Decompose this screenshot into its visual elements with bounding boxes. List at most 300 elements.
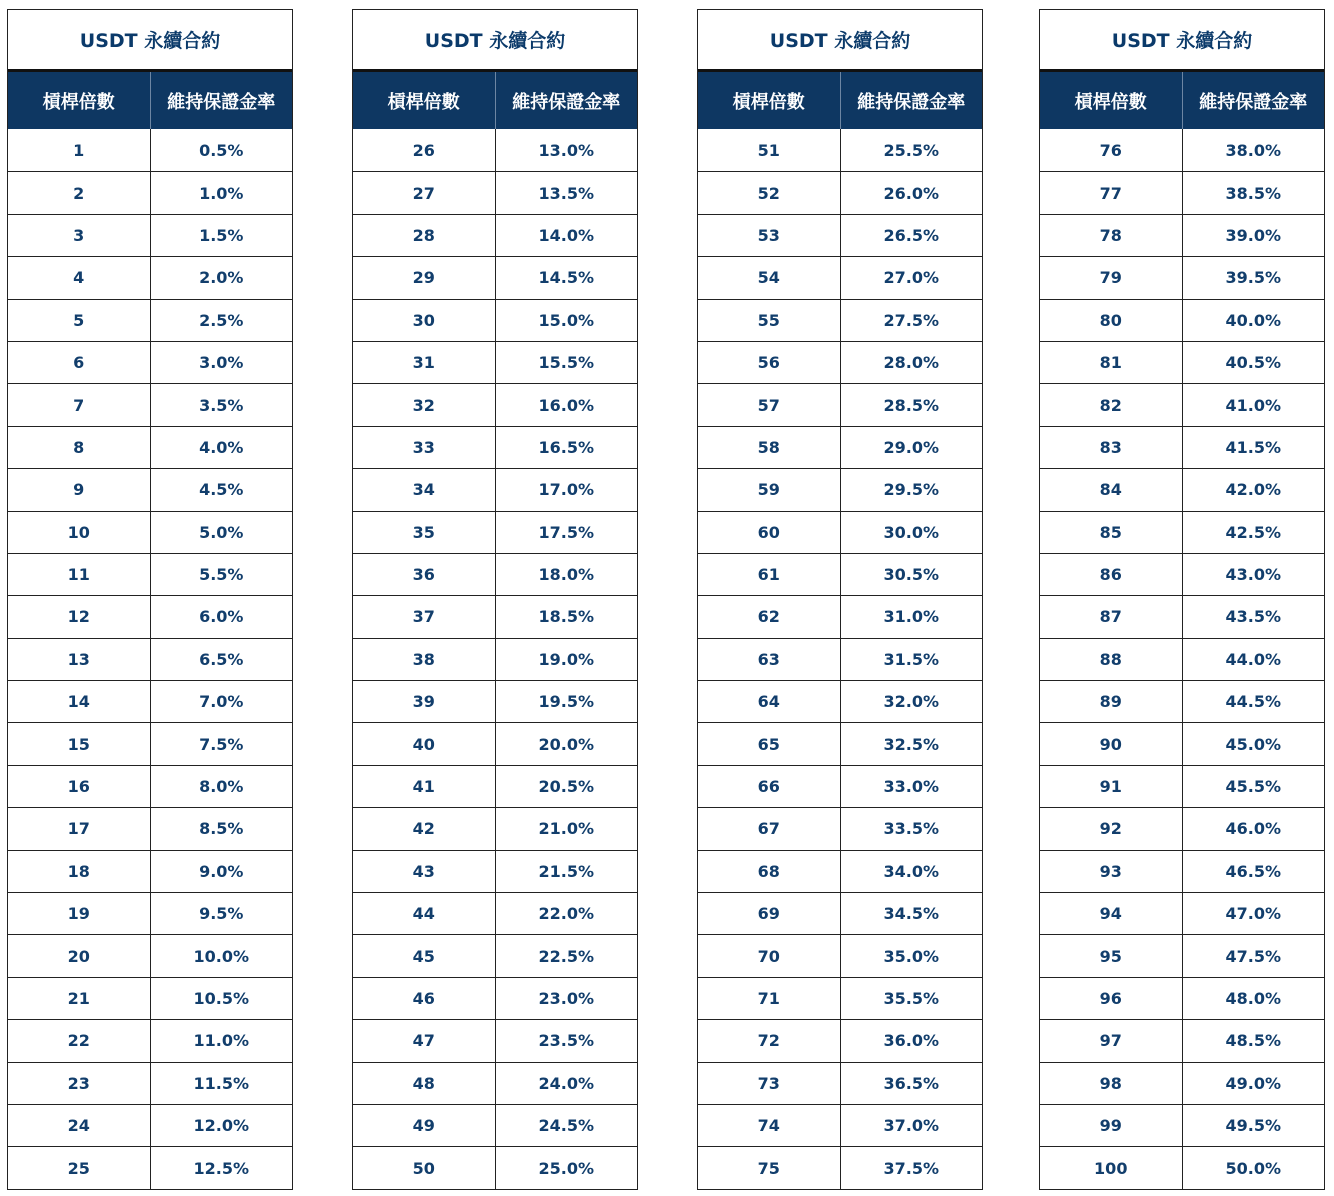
table-row [8, 1019, 292, 1061]
margin-rate-cell: 21.5% [538, 861, 594, 881]
table-row [353, 1019, 637, 1061]
table-row [353, 426, 637, 468]
leverage-cell: 21 [8, 978, 151, 1019]
table-row [698, 680, 982, 722]
margin-rate-cell: 4.0% [199, 437, 244, 457]
table-row [1040, 765, 1324, 807]
leverage-cell: 63 [698, 639, 841, 680]
table-row [353, 1146, 637, 1188]
margin-rate-cell: 48.5% [1225, 1031, 1281, 1051]
margin-rate-cell: 33.0% [883, 777, 939, 797]
table-row [1040, 256, 1324, 298]
margin-rate-cell: 44.5% [1225, 692, 1281, 712]
leverage-column-header: 槓桿倍數 [8, 72, 151, 129]
table-row [698, 129, 982, 171]
table-row [8, 892, 292, 934]
table-row [353, 383, 637, 425]
leverage-cell: 93 [1040, 851, 1183, 892]
margin-rate-cell: 16.5% [538, 437, 594, 457]
margin-rate-cell: 36.5% [883, 1073, 939, 1093]
table-row [8, 214, 292, 256]
table-row [698, 1019, 982, 1061]
leverage-cell: 73 [698, 1063, 841, 1104]
table-row [698, 977, 982, 1019]
margin-rate-cell: 17.0% [538, 480, 594, 500]
leverage-cell: 52 [698, 172, 841, 213]
margin-rate-cell: 34.0% [883, 861, 939, 881]
leverage-cell: 31 [353, 342, 496, 383]
table-row [1040, 341, 1324, 383]
table-row [353, 468, 637, 510]
leverage-cell: 43 [353, 851, 496, 892]
table-body [8, 129, 292, 1189]
margin-rate-column-header: 維持保證金率 [167, 91, 276, 113]
leverage-cell: 67 [698, 808, 841, 849]
table-title: USDT 永續合約 [8, 10, 292, 72]
margin-rate-cell: 43.5% [1225, 607, 1281, 627]
leverage-cell: 27 [353, 172, 496, 213]
leverage-cell: 78 [1040, 215, 1183, 256]
table-row [1040, 722, 1324, 764]
leverage-cell: 25 [8, 1147, 151, 1188]
table-body [353, 129, 637, 1189]
leverage-cell: 51 [698, 129, 841, 171]
leverage-cell: 88 [1040, 639, 1183, 680]
margin-rate-cell: 37.0% [883, 1116, 939, 1136]
margin-rate-cell: 0.5% [199, 140, 244, 160]
leverage-cell: 3 [8, 215, 151, 256]
leverage-cell: 34 [353, 469, 496, 510]
leverage-cell: 45 [353, 935, 496, 976]
leverage-cell: 49 [353, 1105, 496, 1146]
leverage-cell: 37 [353, 596, 496, 637]
margin-rate-cell: 23.5% [538, 1031, 594, 1051]
leverage-cell: 41 [353, 766, 496, 807]
margin-rate-column-header: 維持保證金率 [512, 91, 621, 113]
margin-rate-cell: 24.5% [538, 1116, 594, 1136]
table-row [698, 299, 982, 341]
table-row [8, 765, 292, 807]
margin-rate-cell: 48.0% [1225, 989, 1281, 1008]
margin-rate-cell: 36.0% [883, 1031, 939, 1051]
margin-table-1 [7, 9, 293, 1190]
leverage-cell: 50 [353, 1147, 496, 1188]
leverage-cell: 84 [1040, 469, 1183, 510]
leverage-cell: 59 [698, 469, 841, 510]
leverage-cell: 92 [1040, 808, 1183, 849]
leverage-cell: 20 [8, 935, 151, 976]
table-title: USDT 永續合約 [698, 10, 982, 72]
table-row [8, 553, 292, 595]
table-row [8, 426, 292, 468]
table-row [698, 171, 982, 213]
margin-table-3 [697, 9, 983, 1190]
margin-rate-cell: 46.5% [1225, 861, 1281, 881]
margin-rate-cell: 32.0% [883, 692, 939, 712]
table-row [353, 341, 637, 383]
leverage-cell: 100 [1040, 1147, 1183, 1188]
table-row [698, 595, 982, 637]
margin-rate-cell: 18.5% [538, 607, 594, 627]
margin-rate-cell: 10.5% [193, 989, 249, 1008]
table-row [353, 680, 637, 722]
table-row [698, 892, 982, 934]
margin-rate-cell: 46.0% [1225, 819, 1281, 839]
table-row [698, 807, 982, 849]
table-row [8, 595, 292, 637]
leverage-cell: 55 [698, 300, 841, 341]
leverage-cell: 75 [698, 1147, 841, 1188]
leverage-cell: 4 [8, 257, 151, 298]
margin-rate-cell: 35.0% [883, 946, 939, 966]
table-row [8, 850, 292, 892]
margin-rate-cell: 9.0% [199, 861, 244, 881]
table-row [1040, 171, 1324, 213]
table-title: USDT 永續合約 [353, 10, 637, 72]
margin-rate-cell: 5.5% [199, 565, 244, 585]
leverage-cell: 61 [698, 554, 841, 595]
margin-rate-cell: 22.5% [538, 946, 594, 966]
table-row [698, 341, 982, 383]
leverage-column-header: 槓桿倍數 [1040, 72, 1183, 129]
leverage-cell: 6 [8, 342, 151, 383]
leverage-cell: 82 [1040, 384, 1183, 425]
table-row [353, 129, 637, 171]
table-row [1040, 553, 1324, 595]
margin-rate-cell: 6.5% [199, 649, 244, 669]
leverage-cell: 38 [353, 639, 496, 680]
margin-rate-cell: 11.0% [193, 1031, 249, 1051]
table-row [698, 638, 982, 680]
margin-rate-cell: 37.5% [883, 1158, 939, 1178]
leverage-cell: 8 [8, 427, 151, 468]
margin-rate-cell: 42.0% [1225, 480, 1281, 500]
table-row [8, 1104, 292, 1146]
leverage-cell: 26 [353, 129, 496, 171]
table-row [353, 765, 637, 807]
table-row [353, 299, 637, 341]
table-row [8, 680, 292, 722]
leverage-cell: 47 [353, 1020, 496, 1061]
table-header [353, 72, 637, 129]
leverage-cell: 58 [698, 427, 841, 468]
margin-rate-cell: 30.5% [883, 565, 939, 585]
margin-rate-cell: 21.0% [538, 819, 594, 839]
table-row [1040, 214, 1324, 256]
table-row [353, 807, 637, 849]
leverage-cell: 18 [8, 851, 151, 892]
table-row [353, 256, 637, 298]
table-row [698, 1104, 982, 1146]
leverage-cell: 89 [1040, 681, 1183, 722]
leverage-cell: 14 [8, 681, 151, 722]
leverage-cell: 90 [1040, 723, 1183, 764]
leverage-cell: 32 [353, 384, 496, 425]
margin-rate-cell: 30.0% [883, 522, 939, 542]
table-row [1040, 892, 1324, 934]
table-row [8, 341, 292, 383]
table-row [8, 129, 292, 171]
margin-rate-cell: 24.0% [538, 1073, 594, 1093]
table-row [698, 765, 982, 807]
table-header [698, 72, 982, 129]
margin-rate-cell: 18.0% [538, 565, 594, 585]
margin-table-2 [352, 9, 638, 1190]
table-row [698, 256, 982, 298]
table-row [353, 214, 637, 256]
margin-rate-cell: 1.0% [199, 183, 244, 203]
margin-rate-cell: 26.0% [883, 183, 939, 203]
margin-rate-cell: 49.5% [1225, 1116, 1281, 1136]
table-row [353, 595, 637, 637]
leverage-cell: 96 [1040, 978, 1183, 1019]
margin-rate-cell: 13.0% [538, 140, 594, 160]
table-row [698, 1062, 982, 1104]
margin-rate-cell: 25.0% [538, 1158, 594, 1178]
margin-rate-cell: 7.0% [199, 692, 244, 712]
table-header [1040, 72, 1324, 129]
leverage-cell: 29 [353, 257, 496, 298]
leverage-cell: 56 [698, 342, 841, 383]
leverage-cell: 74 [698, 1105, 841, 1146]
table-row [1040, 468, 1324, 510]
leverage-cell: 81 [1040, 342, 1183, 383]
margin-rate-cell: 50.0% [1225, 1158, 1281, 1178]
margin-rate-cell: 14.0% [538, 225, 594, 245]
table-row [8, 468, 292, 510]
table-row [698, 1146, 982, 1188]
table-row [698, 468, 982, 510]
leverage-cell: 10 [8, 512, 151, 553]
leverage-cell: 13 [8, 639, 151, 680]
leverage-cell: 16 [8, 766, 151, 807]
leverage-cell: 76 [1040, 129, 1183, 171]
table-row [698, 850, 982, 892]
table-row [698, 511, 982, 553]
margin-rate-cell: 44.0% [1225, 649, 1281, 669]
margin-rate-cell: 23.0% [538, 989, 594, 1008]
margin-rate-cell: 7.5% [199, 734, 244, 754]
table-row [8, 807, 292, 849]
table-row [353, 1104, 637, 1146]
leverage-cell: 72 [698, 1020, 841, 1061]
leverage-cell: 9 [8, 469, 151, 510]
leverage-cell: 65 [698, 723, 841, 764]
table-row [1040, 977, 1324, 1019]
table-row [8, 934, 292, 976]
table-header [8, 72, 292, 129]
leverage-cell: 66 [698, 766, 841, 807]
table-row [1040, 129, 1324, 171]
margin-rate-cell: 43.0% [1225, 565, 1281, 585]
margin-rate-column-header: 維持保證金率 [857, 91, 966, 113]
leverage-cell: 83 [1040, 427, 1183, 468]
table-row [353, 722, 637, 764]
leverage-cell: 64 [698, 681, 841, 722]
leverage-cell: 2 [8, 172, 151, 213]
leverage-cell: 19 [8, 893, 151, 934]
leverage-cell: 53 [698, 215, 841, 256]
leverage-column-header: 槓桿倍數 [353, 72, 496, 129]
margin-rate-cell: 20.5% [538, 777, 594, 797]
leverage-cell: 28 [353, 215, 496, 256]
table-row [8, 977, 292, 1019]
table-row [8, 1146, 292, 1188]
margin-rate-cell: 2.0% [199, 268, 244, 288]
margin-rate-cell: 12.5% [193, 1158, 249, 1178]
margin-rate-cell: 38.0% [1225, 140, 1281, 160]
margin-rate-cell: 31.5% [883, 649, 939, 669]
table-row [353, 1062, 637, 1104]
table-row [353, 511, 637, 553]
leverage-cell: 24 [8, 1105, 151, 1146]
margin-rate-cell: 42.5% [1225, 522, 1281, 542]
table-row [8, 383, 292, 425]
leverage-cell: 1 [8, 129, 151, 171]
table-row [8, 638, 292, 680]
leverage-cell: 91 [1040, 766, 1183, 807]
leverage-cell: 70 [698, 935, 841, 976]
margin-rate-cell: 27.0% [883, 268, 939, 288]
leverage-cell: 95 [1040, 935, 1183, 976]
margin-rate-cell: 40.5% [1225, 353, 1281, 373]
table-row [1040, 638, 1324, 680]
table-row [1040, 1104, 1324, 1146]
margin-rate-cell: 11.5% [193, 1073, 249, 1093]
margin-rate-cell: 33.5% [883, 819, 939, 839]
table-body [698, 129, 982, 1189]
margin-rate-cell: 12.0% [193, 1116, 249, 1136]
leverage-cell: 97 [1040, 1020, 1183, 1061]
margin-rate-cell: 32.5% [883, 734, 939, 754]
table-row [698, 722, 982, 764]
leverage-cell: 86 [1040, 554, 1183, 595]
leverage-cell: 11 [8, 554, 151, 595]
table-body [1040, 129, 1324, 1189]
margin-rate-cell: 39.0% [1225, 225, 1281, 245]
margin-rate-cell: 41.5% [1225, 437, 1281, 457]
margin-rate-cell: 45.5% [1225, 777, 1281, 797]
table-row [1040, 850, 1324, 892]
leverage-cell: 85 [1040, 512, 1183, 553]
leverage-cell: 23 [8, 1063, 151, 1104]
table-row [1040, 383, 1324, 425]
leverage-cell: 79 [1040, 257, 1183, 298]
leverage-cell: 5 [8, 300, 151, 341]
margin-rate-cell: 15.0% [538, 310, 594, 330]
margin-rate-cell: 22.0% [538, 904, 594, 924]
table-row [698, 934, 982, 976]
table-row [698, 553, 982, 595]
table-row [1040, 595, 1324, 637]
table-row [8, 1062, 292, 1104]
table-row [353, 892, 637, 934]
table-row [353, 850, 637, 892]
table-row [353, 977, 637, 1019]
leverage-cell: 94 [1040, 893, 1183, 934]
margin-rate-cell: 4.5% [199, 480, 244, 500]
table-row [1040, 1062, 1324, 1104]
leverage-cell: 42 [353, 808, 496, 849]
margin-rate-cell: 49.0% [1225, 1073, 1281, 1093]
table-row [8, 299, 292, 341]
margin-rate-cell: 25.5% [883, 140, 939, 160]
margin-rate-cell: 29.5% [883, 480, 939, 500]
margin-rate-cell: 29.0% [883, 437, 939, 457]
margin-rate-cell: 47.5% [1225, 946, 1281, 966]
margin-rate-cell: 5.0% [199, 522, 244, 542]
margin-rate-cell: 34.5% [883, 904, 939, 924]
leverage-cell: 22 [8, 1020, 151, 1061]
margin-rate-cell: 31.0% [883, 607, 939, 627]
margin-rate-cell: 8.0% [199, 777, 244, 797]
leverage-cell: 40 [353, 723, 496, 764]
table-row [1040, 934, 1324, 976]
table-row [8, 171, 292, 213]
margin-table-4 [1039, 9, 1325, 1190]
leverage-cell: 80 [1040, 300, 1183, 341]
table-row [8, 256, 292, 298]
margin-rate-cell: 47.0% [1225, 904, 1281, 924]
leverage-cell: 36 [353, 554, 496, 595]
leverage-cell: 46 [353, 978, 496, 1019]
table-title: USDT 永續合約 [1040, 10, 1324, 72]
margin-rate-cell: 45.0% [1225, 734, 1281, 754]
margin-rate-cell: 26.5% [883, 225, 939, 245]
margin-rate-cell: 3.0% [199, 353, 244, 373]
table-row [8, 511, 292, 553]
margin-rate-cell: 17.5% [538, 522, 594, 542]
margin-rate-cell: 15.5% [538, 353, 594, 373]
leverage-cell: 17 [8, 808, 151, 849]
margin-rate-cell: 41.0% [1225, 395, 1281, 415]
leverage-cell: 98 [1040, 1063, 1183, 1104]
margin-rate-cell: 16.0% [538, 395, 594, 415]
leverage-cell: 39 [353, 681, 496, 722]
margin-rate-cell: 1.5% [199, 225, 244, 245]
table-row [353, 171, 637, 213]
leverage-cell: 15 [8, 723, 151, 764]
leverage-cell: 35 [353, 512, 496, 553]
leverage-cell: 30 [353, 300, 496, 341]
margin-rate-cell: 38.5% [1225, 183, 1281, 203]
margin-rate-column-header: 維持保證金率 [1199, 91, 1308, 113]
table-row [698, 426, 982, 468]
table-row [1040, 807, 1324, 849]
margin-rate-cell: 19.5% [538, 692, 594, 712]
table-row [698, 214, 982, 256]
margin-rate-cell: 19.0% [538, 649, 594, 669]
table-row [8, 722, 292, 764]
margin-rate-cell: 28.0% [883, 353, 939, 373]
table-row [1040, 1146, 1324, 1188]
leverage-cell: 48 [353, 1063, 496, 1104]
table-row [1040, 511, 1324, 553]
leverage-cell: 60 [698, 512, 841, 553]
margin-rate-cell: 6.0% [199, 607, 244, 627]
leverage-cell: 62 [698, 596, 841, 637]
leverage-cell: 57 [698, 384, 841, 425]
margin-rate-cell: 40.0% [1225, 310, 1281, 330]
margin-rate-cell: 35.5% [883, 989, 939, 1008]
leverage-column-header: 槓桿倍數 [698, 72, 841, 129]
leverage-cell: 54 [698, 257, 841, 298]
margin-rate-cell: 27.5% [883, 310, 939, 330]
margin-rate-cell: 2.5% [199, 310, 244, 330]
leverage-cell: 12 [8, 596, 151, 637]
margin-rate-cell: 10.0% [193, 946, 249, 966]
margin-rate-cell: 13.5% [538, 183, 594, 203]
